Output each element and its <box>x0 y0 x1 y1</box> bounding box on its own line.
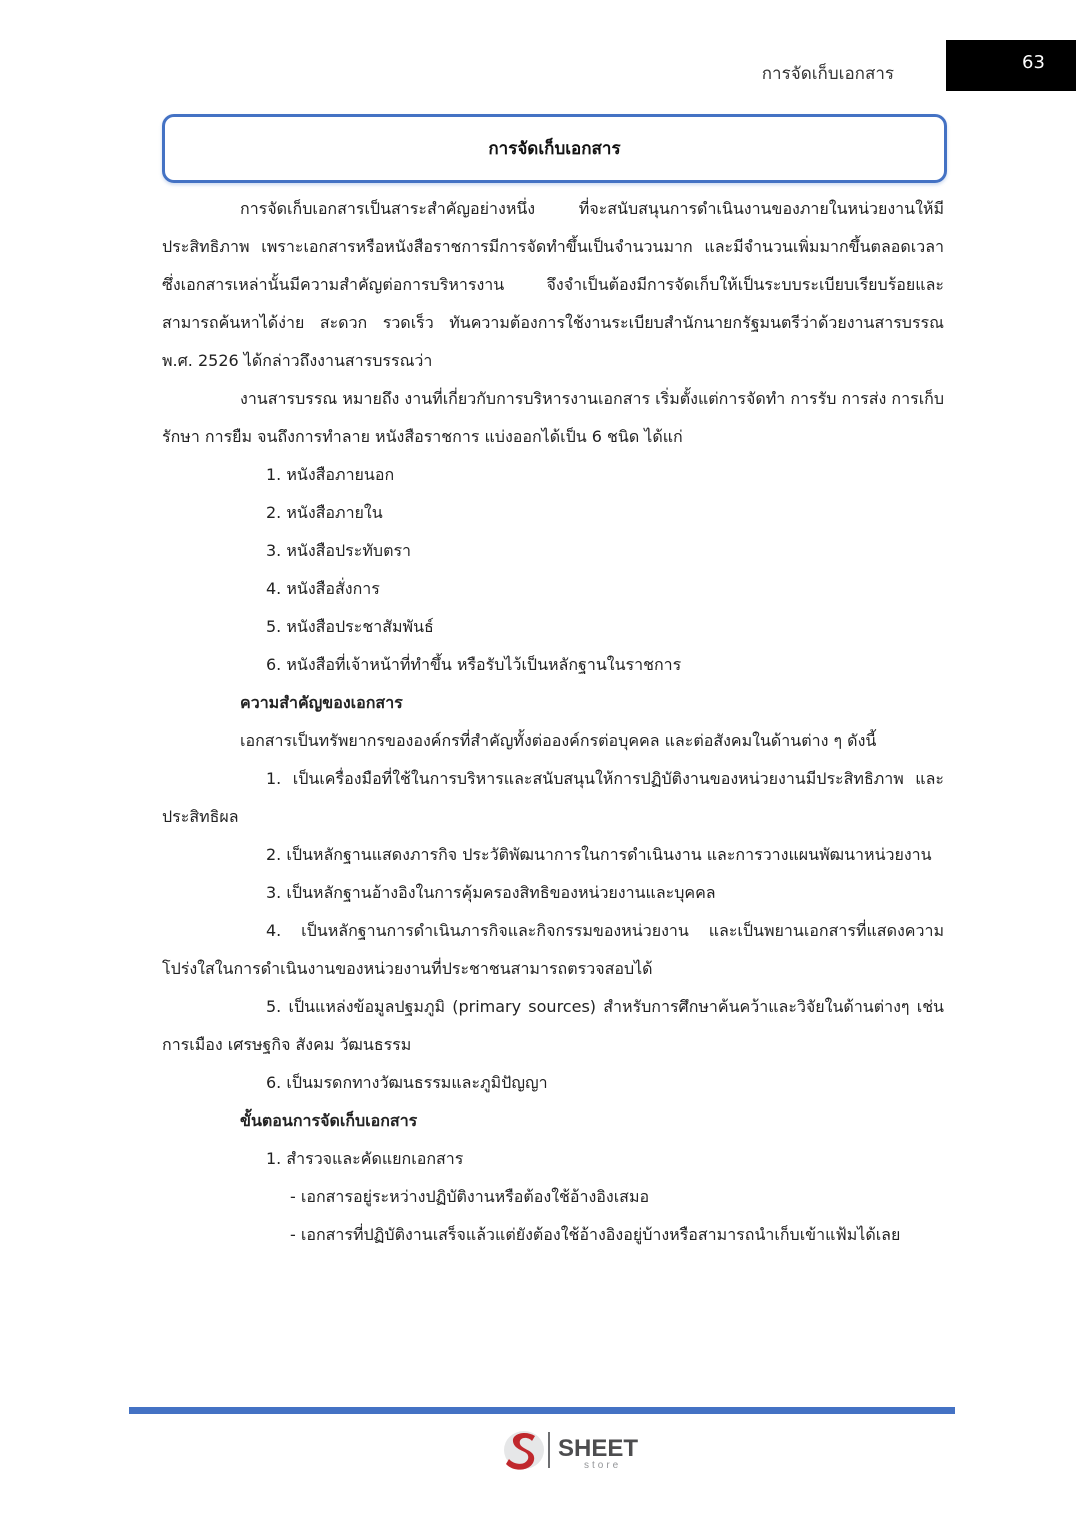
logo-brand-text: SHEET <box>558 1435 639 1462</box>
importance-heading: ความสำคัญของเอกสาร <box>240 693 403 712</box>
logo-s-icon <box>504 1431 544 1470</box>
list-item: 2. หนังสือภายใน <box>266 503 383 522</box>
page-number: 63 <box>1022 52 1045 73</box>
list-item: 6. หนังสือที่เจ้าหน้าที่ทำขึ้น หรือรับไว้เป็นหลักฐานในราชการ <box>266 655 682 674</box>
page-number-box <box>946 40 1076 91</box>
document-body <box>162 190 944 1254</box>
list-item: 5. หนังสือประชาสัมพันธ์ <box>266 617 434 636</box>
section-title: การจัดเก็บเอกสาร <box>488 139 621 159</box>
logo-sub-text: store <box>584 1460 622 1471</box>
definition-paragraph: งานสารบรรณ หมายถึง งานที่เกี่ยวกับการบริหารงานเอกสาร เริ่มตั้งแต่การจัดทำ การรับ การส่ง การเก็บรักษา การยืม จนถึงการทำลาย หนังสือราชการ แบ่งออกได้เป็น 6 ชนิด ได้แก่ <box>162 389 944 446</box>
list-item: 1. หนังสือภายนอก <box>266 465 395 484</box>
list-item: 5. เป็นแหล่งข้อมูลปฐมภูมิ (primary sources) สำหรับการศึกษาค้นคว้าและวิจัยในด้านต่างๆ เช่น การเมือง เศรษฐกิจ สังคม วัฒนธรรม <box>162 997 944 1054</box>
procedure-heading: ขั้นตอนการจัดเก็บเอกสาร <box>240 1111 418 1130</box>
importance-intro: เอกสารเป็นทรัพยากรขององค์กรที่สำคัญทั้งต่อองค์กรต่อบุคคล และต่อสังคมในด้านต่าง ๆ ดังนี้ <box>240 731 877 750</box>
intro-paragraph: การจัดเก็บเอกสารเป็นสาระสำคัญอย่างหนึ่ง ที่จะสนับสนุนการดำเนินงานของภายในหน่วยงานให้มีประสิทธิภาพ เพราะเอกสารหรือหนังสือราชการมีการจัดทำขึ้นเป็นจำนวนมาก และมีจำนวนเพิ่มมากขึ้นตลอดเวลา ซึ่งเอกสารเหล่านั้นมีความสำคัญต่อการบริหารงาน จึงจำเป็นต้องมีการจัดเก็บให้เป็นระบบระเบียบเรียบร้อยและสามารถค้นหาได้ง่าย สะดวก รวดเร็ว ทันความต้องการใช้งานระเบียบสำนักนายกรัฐมนตรีว่าด้วยงานสารบรรณ พ.ศ. 2526 ได้กล่าวถึงงานสารบรรณว่า <box>162 199 944 370</box>
running-title: การจัดเก็บเอกสาร <box>761 64 894 84</box>
list-item: 3. เป็นหลักฐานอ้างอิงในการคุ้มครองสิทธิของหน่วยงานและบุคคล <box>266 883 716 902</box>
list-item: 2. เป็นหลักฐานแสดงภารกิจ ประวัติพัฒนาการในการดำเนินงาน และการวางแผนพัฒนาหน่วยงาน <box>266 845 932 864</box>
list-item: 4. หนังสือสั่งการ <box>266 579 380 598</box>
list-item: - เอกสารที่ปฏิบัติงานเสร็จแล้วแต่ยังต้องใช้อ้างอิงอยู่บ้างหรือสามารถนำเก็บเข้าแฟ้มได้เลย <box>290 1225 901 1244</box>
procedure-step: 1. สำรวจและคัดแยกเอกสาร <box>266 1149 464 1168</box>
logo-separator <box>548 1432 550 1468</box>
list-item: 1. เป็นเครื่องมือที่ใช้ในการบริหารและสนับสนุนให้การปฏิบัติงานของหน่วยงานมีประสิทธิภาพ และประสิทธิผล <box>162 769 944 826</box>
list-item: 6. เป็นมรดกทางวัฒนธรรมและภูมิปัญญา <box>266 1073 548 1092</box>
list-item: 4. เป็นหลักฐานการดำเนินภารกิจและกิจกรรมของหน่วยงาน และเป็นพยานเอกสารที่แสดงความโปร่งใสในการดำเนินงานของหน่วยงานที่ประชาชนสามารถตรวจสอบได้ <box>162 921 944 978</box>
list-item: - เอกสารอยู่ระหว่างปฏิบัติงานหรือต้องใช้อ้างอิงเสมอ <box>290 1187 650 1206</box>
list-item: 3. หนังสือประทับตรา <box>266 541 412 560</box>
sheet-store-logo <box>502 1426 652 1474</box>
title-box <box>162 114 947 183</box>
footer-divider <box>129 1407 955 1414</box>
